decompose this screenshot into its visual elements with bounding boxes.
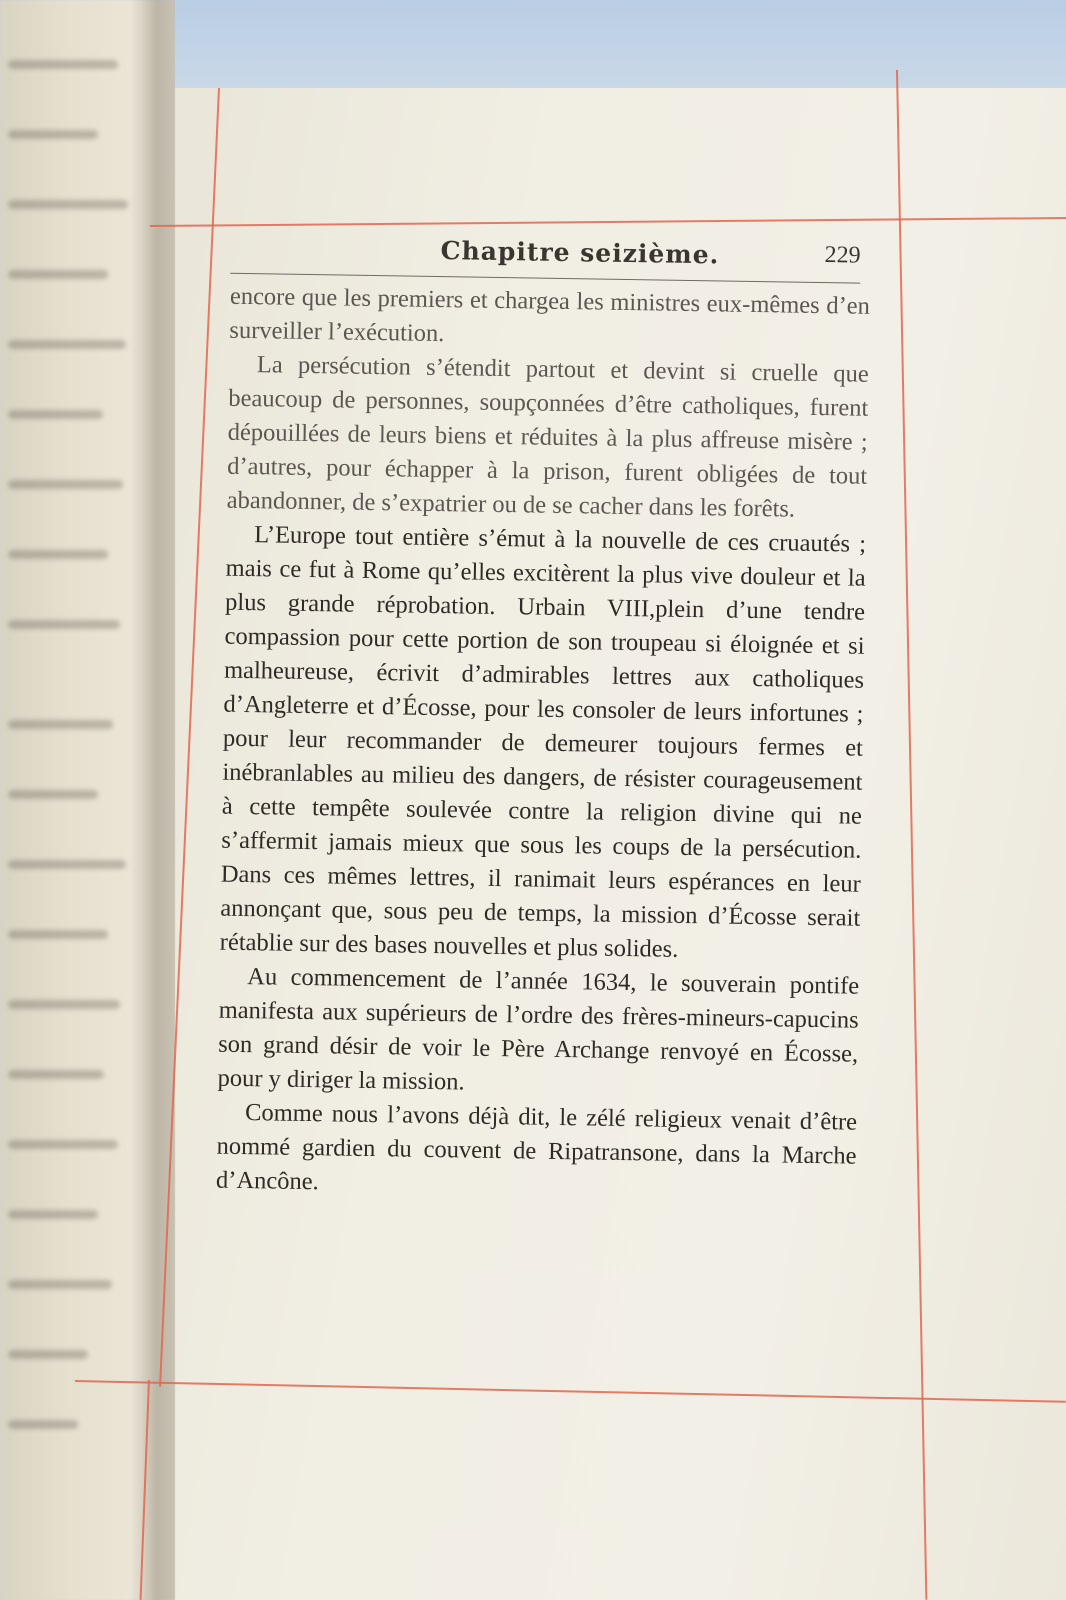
blurred-text-line [8,550,108,559]
gutter-shadow [130,0,175,1600]
paragraph: Comme nous l’avons déjà dit, le zélé religieux venait d’être nommé gardien du couvent de Ripatransone, dans la Marche d’Ancône. [215,1099,858,1196]
blurred-text-line [8,410,103,419]
page-number: 229 [824,242,861,269]
blurred-text-line [8,1000,120,1009]
page-content [170,228,885,1208]
blurred-text-line [8,620,120,629]
blurred-text-line [8,480,123,489]
paragraph: Au commencement de l’année 1634, le souverain pontife manifesta aux supérieurs de l’ordre des frères-mineurs-capucins son grand désir de voir le Père Archange renvoyé en Écosse, pour y diriger la mission. [217,963,860,1096]
blurred-text-line [8,930,108,939]
blurred-text-line [8,130,98,139]
running-header [230,229,861,284]
paragraph: encore que les premiers et chargea les ministres eux-mêmes d’en surveiller l’exécution. [229,282,871,348]
blurred-text-line [8,1280,112,1289]
paragraph: La persécution s’étendit partout et devint si cruelle que beaucoup de personnes, soupçonnées d’être catholiques, furent dépouillées de leurs biens et réduites à la plus affreuse misère ; d’autres, pour échapper à la prison, furent obligées de tout abandonner, de s’expatrier ou de se cacher dans les forêts. [226,351,869,523]
blurred-text-line [8,860,126,869]
body-text [170,279,870,1208]
running-title: Chapitre seizième. [440,236,720,270]
paragraph: L’Europe tout entière s’émut à la nouvelle de ces cruautés ; mais ce fut à Rome qu’elles excitèrent la plus vive douleur et la plus grande réprobation. Urbain VIII,plein d’une tendre compassion pour cette portion de son troupeau si éloignée et si malheureuse, écrivit d’admirables lettres aux catholiques d’Angleterre et d’Écosse, pour les consoler de leurs infortunes ; pour leur recommander de demeurer toujours fermes et inébranlables au milieu des dangers, de résister courageusement à cette tempête soulevée contre la religion divine qui ne s’affermit jamais mieux que sous les coups de la persécution. Dans ces mêmes lettres, il ranimait leurs espérances en leur annonçant que, sous peu de temps, la mission d’Écosse serait rétablie sur des bases nouvelles et plus solides. [219,521,867,963]
blurred-text-line [8,60,118,69]
blurred-text-line [8,270,108,279]
blurred-text-line [8,790,98,799]
blurred-text-line [8,1070,104,1079]
blurred-text-line [8,1210,98,1219]
blurred-text-line [8,1420,78,1429]
blurred-text-line [8,200,128,209]
blurred-text-line [8,1350,88,1359]
blurred-text-line [8,1140,118,1149]
blurred-text-line [8,340,126,349]
blurred-text-line [8,720,113,729]
